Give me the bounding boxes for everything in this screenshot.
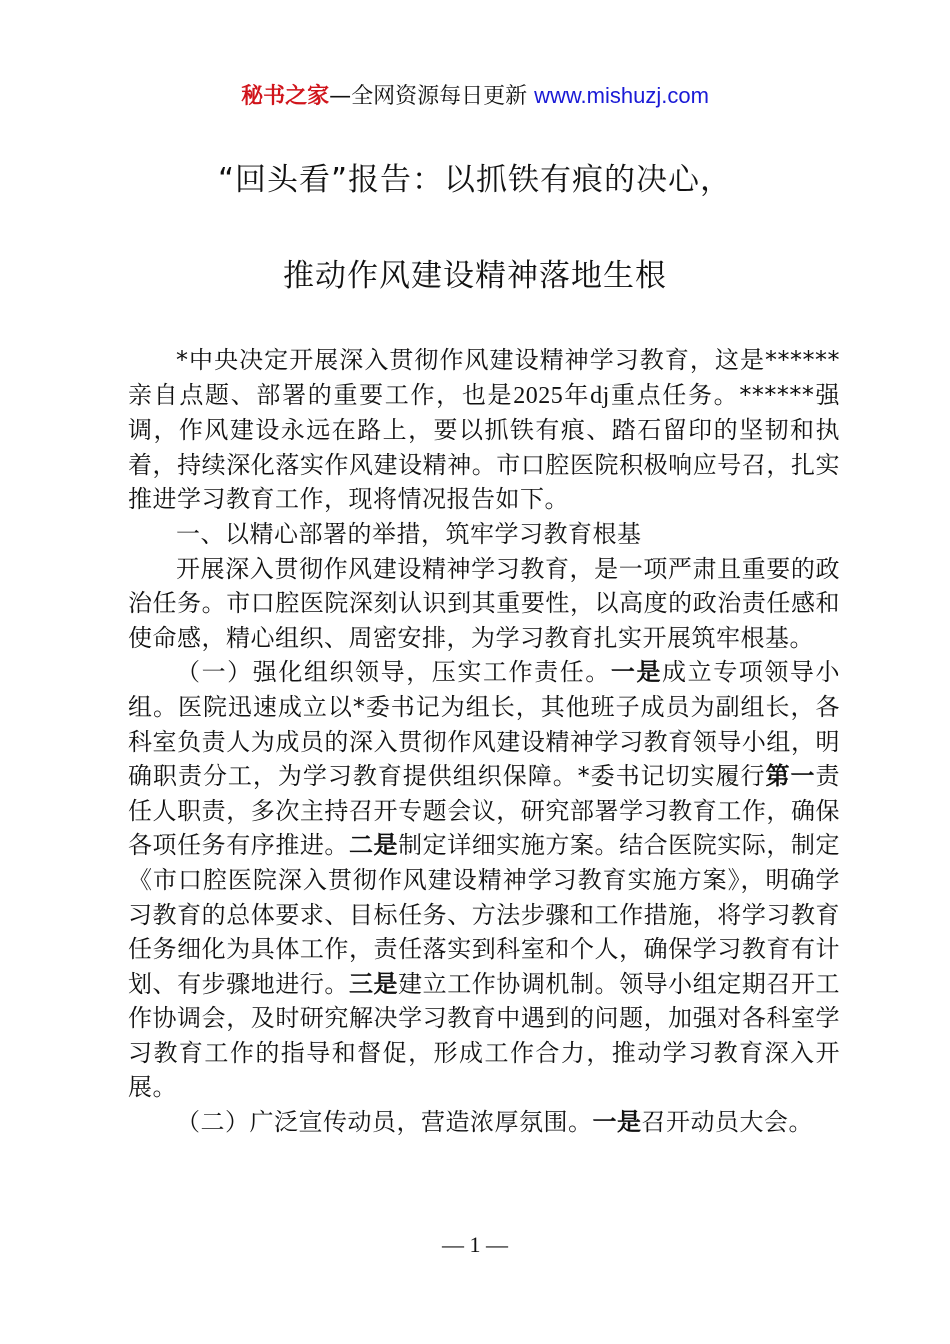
text-run: 责任人职责，多次主持召开专题会议，研究部署学习教育工作，确保各项任务有序推进。 [128,762,841,860]
bold-marker: 第一 [765,762,816,791]
paragraph-4 [128,1105,840,1140]
page-number: — 1 — [442,1232,508,1257]
year-text: 2025 [513,382,564,409]
text-run: （一）强化组织领导，压实工作责任。 [176,658,611,687]
text-run: *中央决定开展深入贯彻作风建设精神学习教育，这是******亲自点题、部署的重要工作，也是 [128,346,840,409]
bold-marker: 一是 [592,1108,642,1137]
bold-marker: 三是 [348,969,399,998]
text-run: 成立专项领导小组。医院迅速成立以*委书记为组长，其他班子成员为副组长，各科室负责人为成员的深入贯彻作风建设精神学习教育领导小组，明确职责分工，为学习教育提供组织保障。*委书记切实履行 [128,658,841,791]
paragraph-2: 开展深入贯彻作风建设精神学习教育，是一项严肃且重要的政治任务。市口腔医院深刻认识到其重要性，以高度的政治责任感和使命感，精心组织、周密安排，为学习教育扎实开展筑牢根基。 [128,554,840,652]
text-run: 制定详细实施方案。结合医院实际，制定《市口腔医院深入贯彻作风建设精神学习教育实施方案》，明确学习教育的总体要求、目标任务、方法步骤和工作措施，将学习教育任务细化为具体工作，责任落实到科室和个人，确保学习教育有计划、有步骤地进行。 [128,831,841,998]
text-run: （二）广泛宣传动员，营造浓厚氛围。 [176,1108,593,1137]
text-run: 建立工作协调机制。领导小组定期召开工作协调会，及时研究解决学习教育中遇到的问题，加强对各科室学习教育工作的指导和督促，形成工作合力，推动学习教育深入开展。 [128,969,841,1102]
section-heading-1: 一、以精心部署的举措，筑牢学习教育根基 [176,519,642,548]
text-run: 重点任务。******强调，作风建设永远在路上，要以抓铁有痕、踏石留印的坚韧和执着，持续深化落实作风建设精神。市口腔医院积极响应号召，扎实推进学习教育工作，现将情况报告如下。 [128,380,841,514]
header-tagline: —全网资源每日更新 [329,84,535,109]
brand-name: 秘书之家 [241,84,330,109]
abbr-text: dj [590,382,610,409]
document-body [128,343,840,1140]
site-header [0,80,950,113]
paragraph-intro [128,343,840,517]
site-url-link[interactable]: www.mishuzj.com [534,83,709,108]
bold-marker: 一是 [610,658,663,687]
bold-marker: 二是 [348,831,399,860]
document-title-line-2: 推动作风建设精神落地生根 [283,258,667,294]
text-run: 年 [563,380,591,409]
paragraph-3 [128,655,840,1105]
text-run: 召开动员大会。 [641,1108,813,1137]
document-title-line-1: “回头看”报告：以抓铁有痕的决心， [217,162,733,198]
